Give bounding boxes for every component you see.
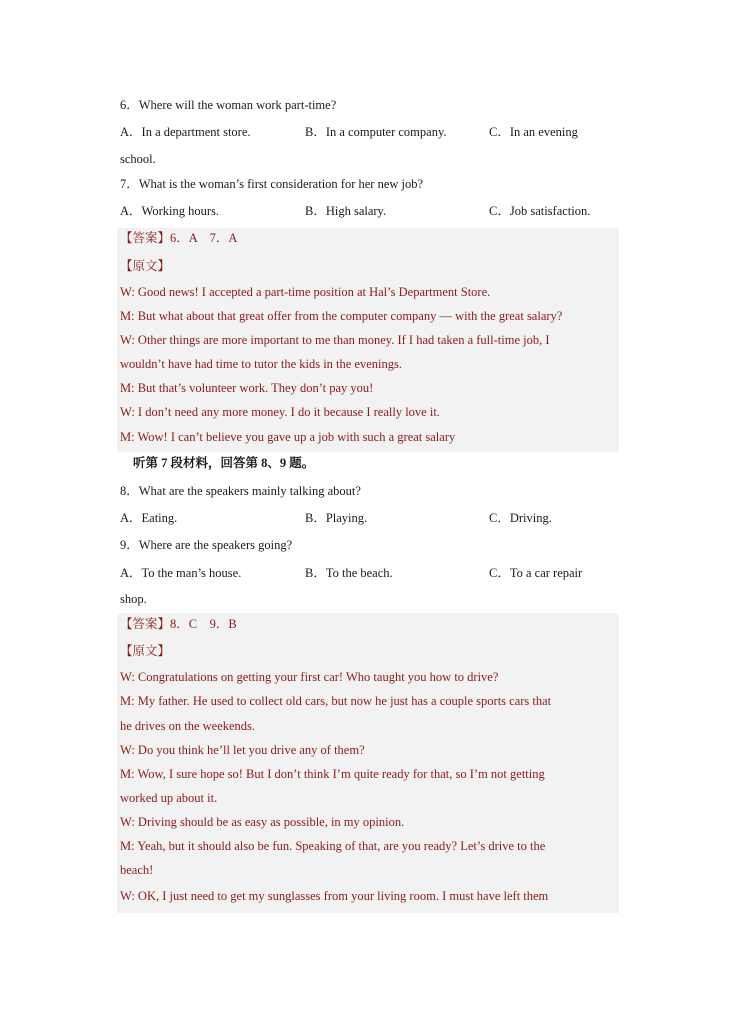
transcript-line: M: But that’s volunteer work. They don’t pay you!	[120, 381, 374, 395]
transcript-line: W: Do you think he’ll let you drive any of them?	[120, 743, 365, 757]
transcript-line: he drives on the weekends.	[120, 719, 256, 733]
question-8: 8．What are the speakers mainly talking about?	[120, 484, 361, 498]
q8-option-c: C．Driving.	[489, 511, 552, 525]
answer-block-2	[117, 613, 619, 913]
q7-option-b: B．High salary.	[305, 204, 387, 218]
q7-option-c: C．Job satisfaction.	[489, 204, 591, 218]
section-heading: 听第 7 段材料，回答第 8、9 题。	[133, 456, 315, 470]
q6-option-a: A．In a department store.	[120, 125, 251, 139]
transcript-line: M: But what about that great offer from the computer company — with the great salary?	[120, 309, 563, 323]
transcript-line: M: Wow, I sure hope so! But I don’t think I’m quite ready for that, so I’m not getting	[120, 767, 545, 781]
q9-option-a: A．To the man’s house.	[120, 566, 242, 580]
transcript-line: W: Other things are more important to me than money. If I had taken a full-time job, I	[120, 333, 550, 347]
q6-option-c-continued: school.	[120, 152, 156, 166]
transcript-line: beach!	[120, 863, 154, 877]
transcript-line: wouldn’t have had time to tutor the kids in the evenings.	[120, 357, 403, 371]
transcript-line: worked up about it.	[120, 791, 218, 805]
q8-option-b: B．Playing.	[305, 511, 368, 525]
q9-option-c-continued: shop.	[120, 592, 147, 606]
q8-option-a: A．Eating.	[120, 511, 178, 525]
transcript-line: W: I don’t need any more money. I do it because I really love it.	[120, 405, 440, 419]
question-6: 6．Where will the woman work part-time?	[120, 98, 337, 112]
question-7: 7．What is the woman’s first consideration for her new job?	[120, 177, 424, 191]
answer-key-1: 【答案】6．A 7．A	[120, 231, 238, 245]
q9-option-c: C．To a car repair	[489, 566, 583, 580]
transcript-line: W: Congratulations on getting your first car! Who taught you how to drive?	[120, 670, 499, 684]
transcript-line: M: Wow! I can’t believe you gave up a job with such a great salary	[120, 430, 456, 444]
transcript-line: W: OK, I just need to get my sunglasses from your living room. I must have left them	[120, 889, 549, 903]
transcript-line: W: Good news! I accepted a part-time position at Hal’s Department Store.	[120, 285, 491, 299]
transcript-line: M: My father. He used to collect old cars, but now he just has a couple sports cars that	[120, 694, 552, 708]
q6-option-b: B．In a computer company.	[305, 125, 447, 139]
source-label-2: 【原文】	[120, 644, 171, 658]
answer-key-2: 【答案】8．C 9．B	[120, 617, 237, 631]
transcript-line: W: Driving should be as easy as possible, in my opinion.	[120, 815, 405, 829]
q6-option-c: C．In an evening	[489, 125, 578, 139]
q7-option-a: A．Working hours.	[120, 204, 219, 218]
q9-option-b: B．To the beach.	[305, 566, 393, 580]
question-9: 9．Where are the speakers going?	[120, 538, 293, 552]
source-label-1: 【原文】	[120, 259, 171, 273]
transcript-line: M: Yeah, but it should also be fun. Speaking of that, are you ready? Let’s drive to the	[120, 839, 546, 853]
